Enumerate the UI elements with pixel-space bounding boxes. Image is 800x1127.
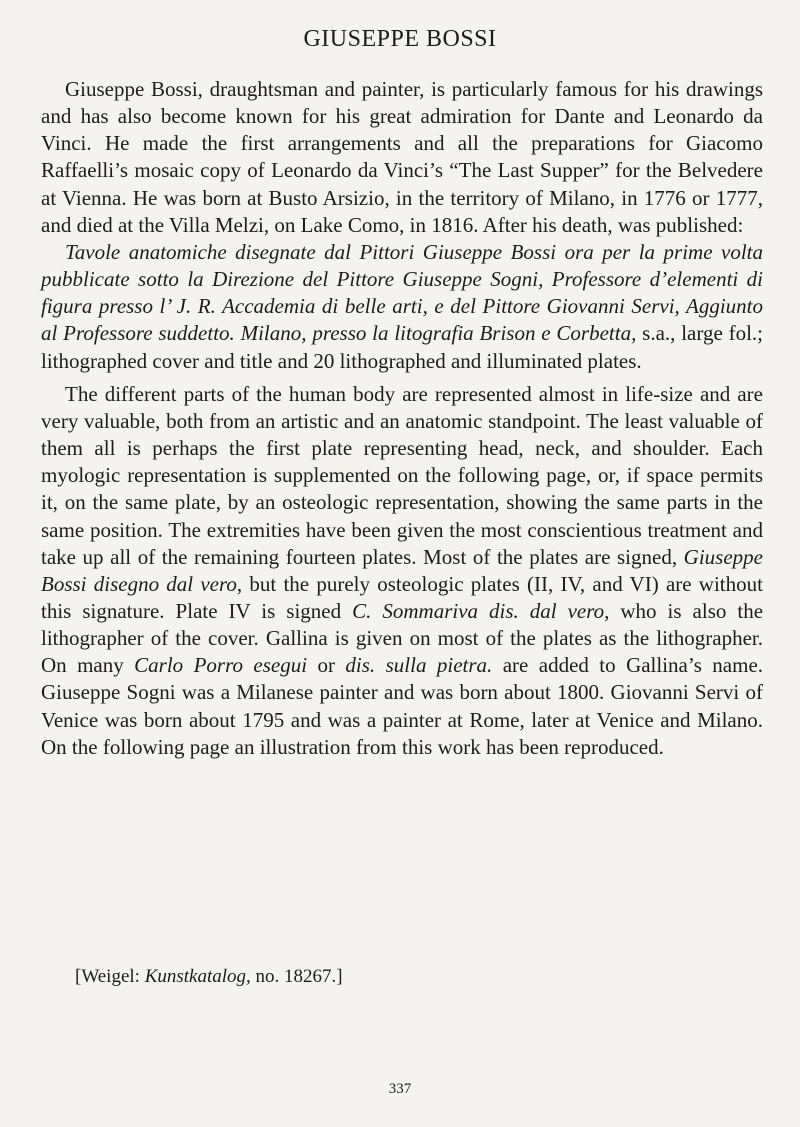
bibliographic-reference <box>75 966 343 988</box>
signature-porro: Carlo Porro esegui <box>134 653 308 678</box>
description-text-4: or <box>307 653 346 678</box>
citation-details: s.a., large fol.; lithographed cover and title and 20 lithographed and illuminated plates. <box>41 321 764 373</box>
citation-paragraph <box>41 239 763 375</box>
description-paragraph <box>41 381 763 761</box>
description-text-5: are added to Gallina’s name. Giuseppe Sogni was a Milanese painter and was born about 1800. Giovanni Servi of Venice was born about 1795 and was a painter at Rome, later at Venice and Milano. On the following page an illustration from this work has been reproduced. <box>41 653 764 759</box>
description-text-3: , who is also the lithographer of the cover. Gallina is given on most of the plates as the lithographer. On many <box>41 598 764 678</box>
description-text-1: The different parts of the human body are represented almost in life-size and are very valuable, both from an artistic and an anatomic standpoint. The least valuable of them all is perhaps the first plate representing head, neck, and shoulder. Each myologic representation is supplemented on the following page, or, if space permits it, on the same plate, by an osteologic representation, showing the same parts in the same position. The extremities have been given the most conscientious treatment and take up all of the remaining fourteen plates. Most of the plates are signed, <box>41 381 763 569</box>
signature-sommariva: C. Sommariva dis. dal vero <box>352 598 605 623</box>
signature-bossi: Giuseppe Bossi disegno dal vero <box>41 544 763 596</box>
intro-paragraph: Giuseppe Bossi, draughtsman and painter, is particularly famous for his drawings and has also become known for his great admiration for Dante and Leonardo da Vinci. He made the first arrangements and all the preparations for Giacomo Raffaelli’s mosaic copy of Leonardo da Vinci’s “The Last Supper” for the Belvedere at Vienna. He was born at Busto Arsizio, in the territory of Milano, in 1776 or 1777, and died at the Villa Melzi, on Lake Como, in 1816. After his death, was published: <box>41 77 763 237</box>
page-number: 337 <box>388 1081 412 1097</box>
reference-title: Kunstkatalog, <box>144 966 251 987</box>
reference-suffix: no. 18267.] <box>250 966 343 987</box>
page-title: GIUSEPPE BOSSI <box>303 26 497 52</box>
body-text <box>41 76 763 761</box>
signature-pietra: dis. sulla pietra. <box>345 653 493 678</box>
citation-title: Tavole anatomiche disegnate dal Pittori Giuseppe Bossi ora per la prime volta pubblicate sotto la Direzione del Pittore Giuseppe Sogni, Professore d’elementi di figura presso l’ J. R. Accademia di belle arti, e del Pittore Giovanni Servi, Aggiunto al Professore suddetto. Milano, presso la litografia Brison e Corbetta, <box>41 239 763 346</box>
reference-prefix: [Weigel: <box>75 966 145 987</box>
description-text-2: , but the purely osteologic plates (II, IV, and VI) are without this signature. Plate IV is signed <box>41 571 763 623</box>
